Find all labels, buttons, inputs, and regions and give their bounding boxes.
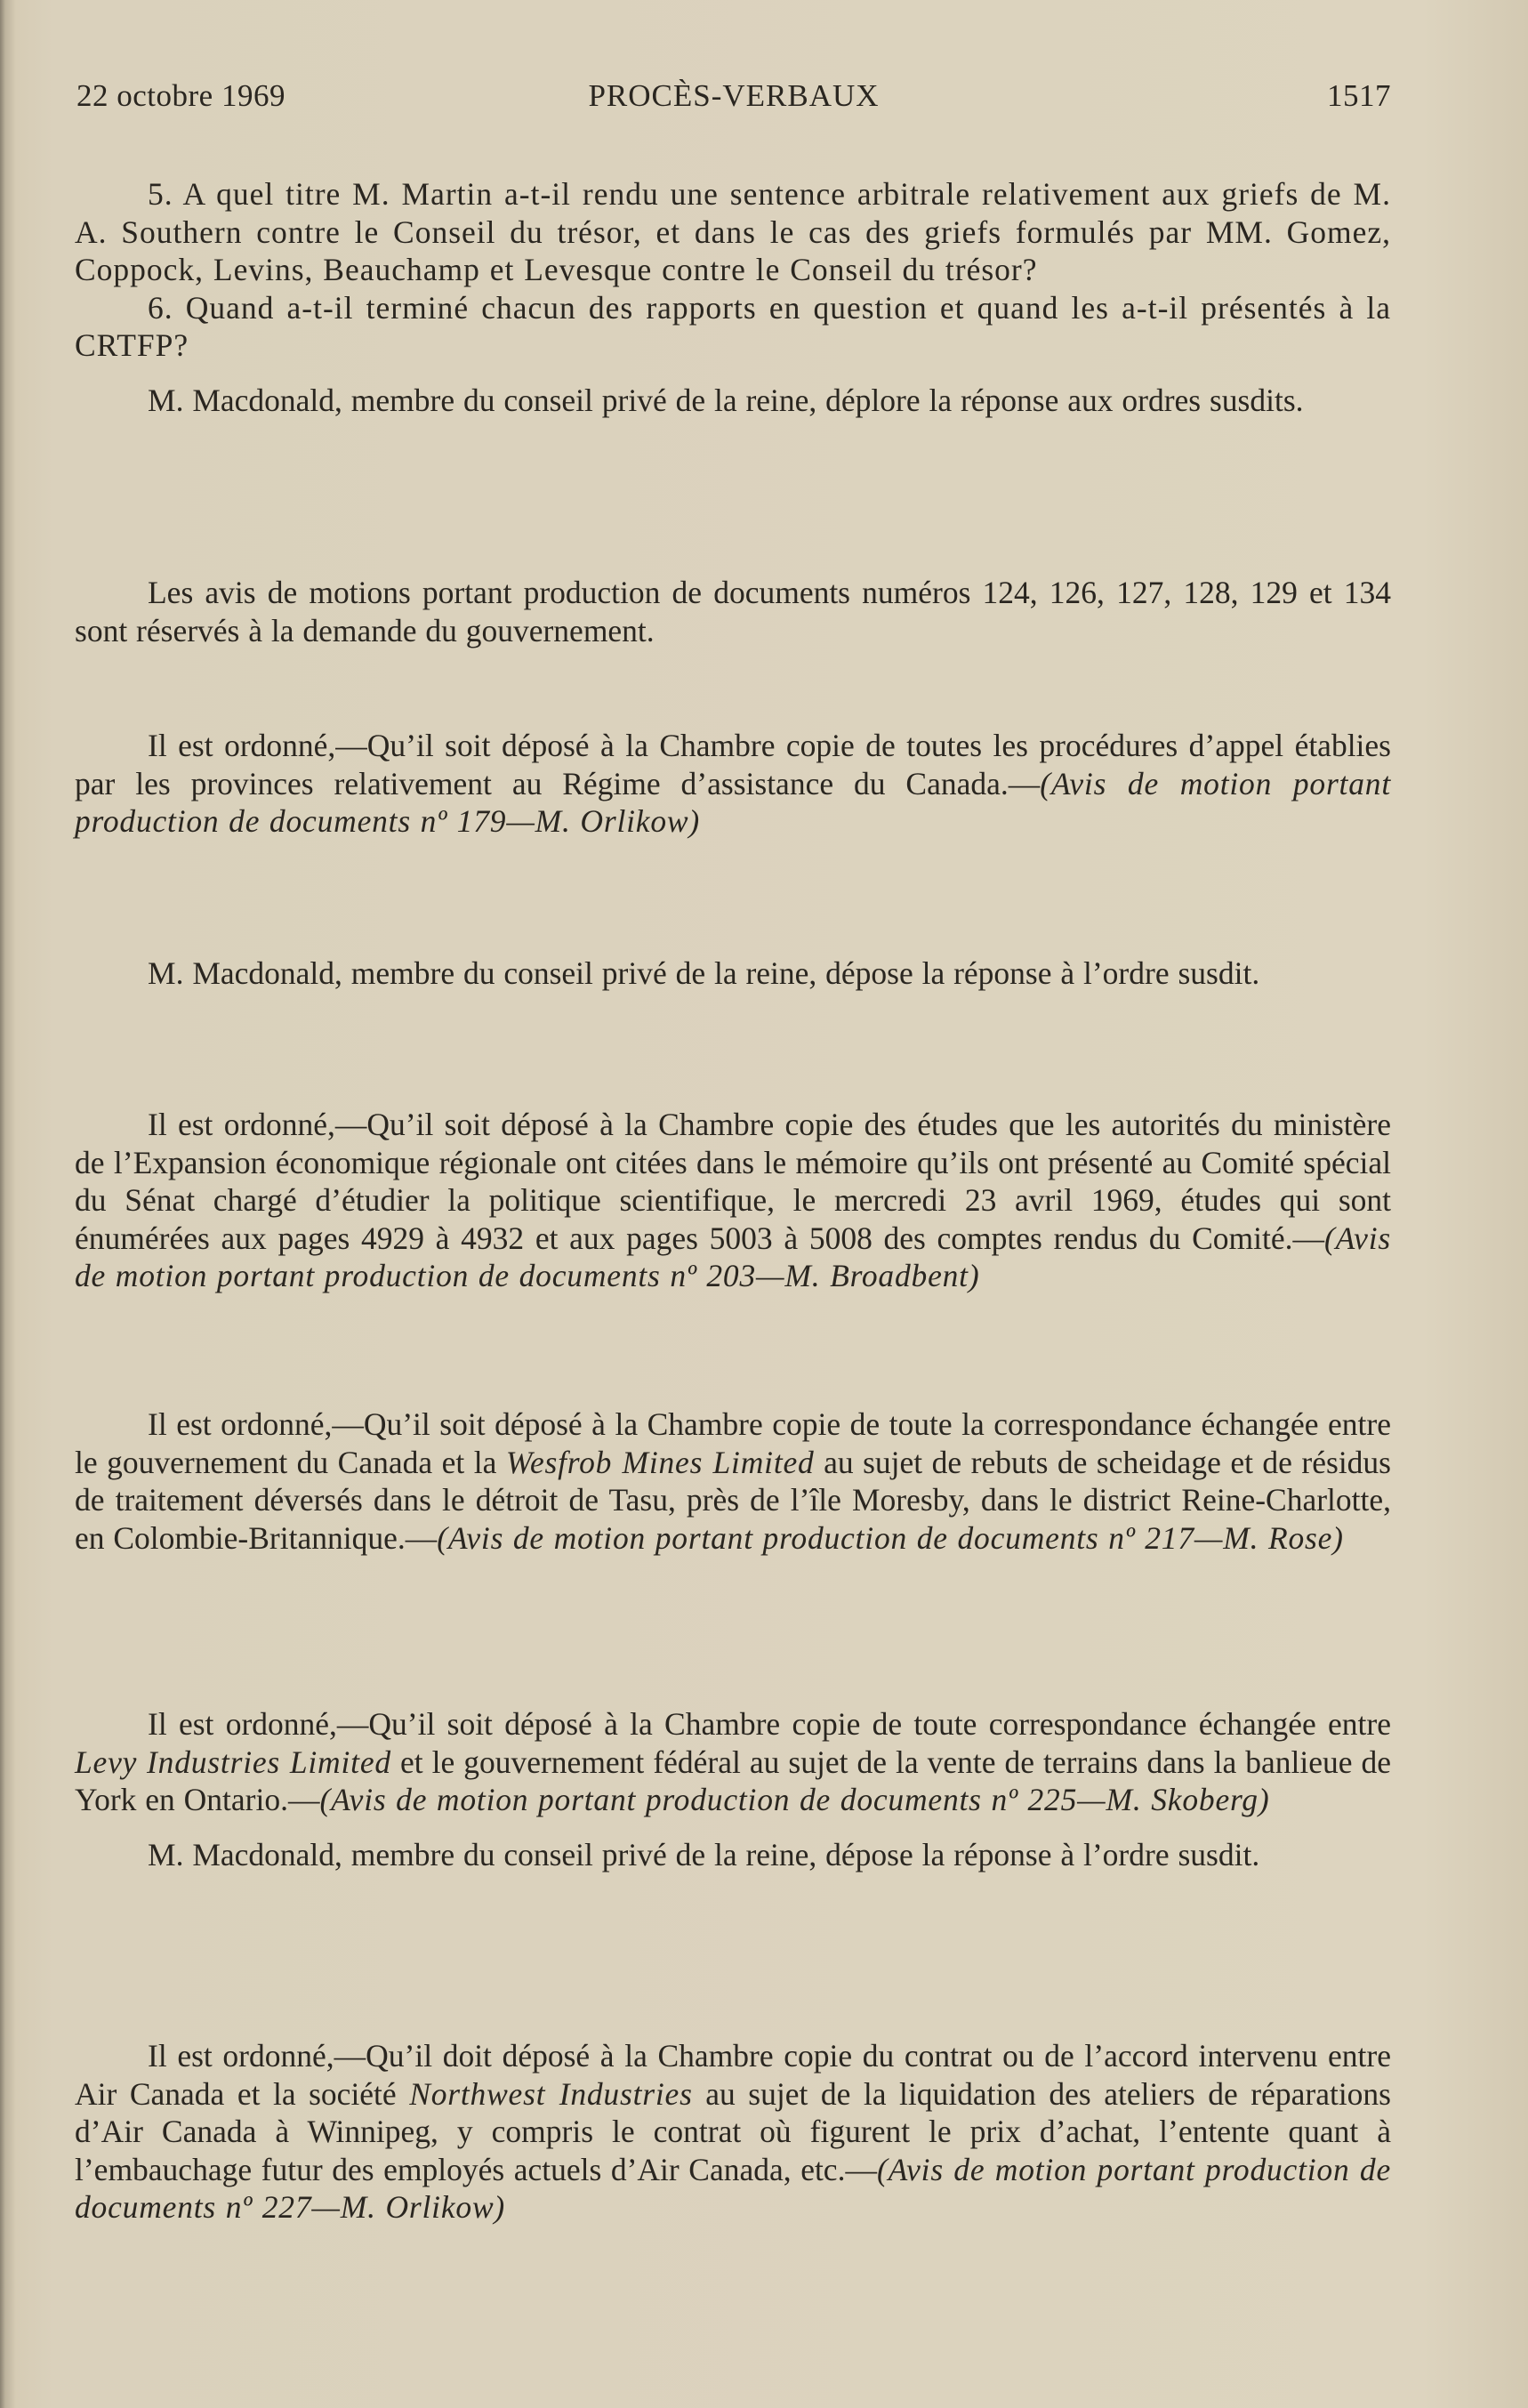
order-227-text-before: Il est ordonné,—Qu’il doit déposé à la Chambre copie du contrat ou de l’accord intervenu entre Air Canada et la société: [75, 2038, 1391, 2112]
page-header: [76, 78, 1391, 123]
reply-225: M. Macdonald, membre du conseil privé de la reine, dépose la réponse à l’ordre susdit.: [148, 1836, 1260, 1872]
reply-paragraph: M. Macdonald, membre du conseil privé de la reine, déplore la réponse aux ordres susdits.: [148, 382, 1304, 418]
reserved-notice: Les avis de motions portant production de documents numéros 124, 126, 127, 128, 129 et 134 sont réservés à la demande du gouvernement.: [75, 575, 1391, 648]
order-203-text: Il est ordonné,—Qu’il soit déposé à la Chambre copie des études que les autorités du ministère de l’Expansion économique régionale ont citées dans le mémoire qu’ils ont présenté au Comité spécial du Sénat chargé d’étudier la politique scientifique, le mercredi 23 avril 1969, études qui sont énumérées aux pages 4929 à 4932 et aux pages 5003 à 5008 des comptes rendus du Comité.—: [75, 1107, 1391, 1256]
order-227-block: [75, 2037, 1391, 2227]
reply-179: M. Macdonald, membre du conseil privé de la reine, dépose la réponse à l’ordre susdit.: [148, 955, 1260, 991]
order-217-text-after: au sujet de rebuts de scheidage et de résidus de traitement déversés dans le détroit de Tasu, près de l’île Moresby, dans le district Reine-Charlotte, en Colombie-Britannique.—: [75, 1444, 1391, 1556]
order-217-citation: (Avis de motion portant production de documents nº 217—M. Rose): [437, 1519, 1344, 1556]
order-225-citation: (Avis de motion portant production de documents nº 225—M. Skoberg): [319, 1782, 1270, 1817]
order-225-company: Levy Industries Limited: [75, 1744, 391, 1780]
order-203-block: [75, 1106, 1391, 1295]
order-203-citation: (Avis de motion portant production de documents nº 203—M. Broadbent): [75, 1220, 1391, 1293]
question-6: 6. Quand a-t-il terminé chacun des rapports en question et quand les a-t-il présentés à la CRTFP?: [75, 289, 1391, 363]
order-225: [75, 1705, 1391, 1819]
page-number: 1517: [1327, 78, 1391, 113]
order-217-block: [75, 1405, 1391, 1557]
order-179-block: [75, 727, 1391, 841]
order-217: [75, 1405, 1391, 1557]
order-203: [75, 1106, 1391, 1295]
order-217-company: Wesfrob Mines Limited: [505, 1444, 815, 1480]
reserved-notice-block: [75, 574, 1391, 649]
questions-block: [75, 175, 1391, 419]
order-227-citation: (Avis de motion portant production de documents nº 227—M. Orlikow): [75, 2151, 1392, 2225]
order-225-text-after: et le gouvernement fédéral au sujet de la vente de terrains dans la banlieue de York en Ontario.—: [75, 1744, 1392, 1817]
header-title: PROCÈS-VERBAUX: [588, 78, 880, 113]
reply-179-block: [75, 954, 1391, 993]
order-225-block: [75, 1705, 1391, 1873]
order-227: [75, 2037, 1391, 2227]
order-179: [75, 727, 1391, 841]
order-217-text-before: Il est ordonné,—Qu’il soit déposé à la Chambre copie de toute la correspondance échangée entre le gouvernement du Canada et la: [75, 1406, 1391, 1480]
order-227-company: Northwest Industries: [409, 2075, 693, 2112]
order-227-text-after: au sujet de la liquidation des ateliers de réparations d’Air Canada à Winnipeg, y compris le contrat où figurent le prix d’achat, l’entente quant à l’embauchage futur des employés actuels d’Air Canada, etc.—: [75, 2075, 1391, 2187]
order-179-text: Il est ordonné,—Qu’il soit déposé à la Chambre copie de toutes les procédures d’appel établies par les provinces relativement au Régime d’assistance du Canada.—: [75, 728, 1391, 801]
question-5: 5. A quel titre M. Martin a-t-il rendu une sentence arbitrale relativement aux griefs de M. A. Southern contre le Conseil du trésor, et dans le cas des griefs formulés par MM. Gomez, Coppock, Levins, Beauchamp et Levesque contre le Conseil du trésor?: [75, 176, 1391, 287]
header-date: 22 octobre 1969: [76, 78, 285, 113]
order-225-text-before: Il est ordonné,—Qu’il soit déposé à la Chambre copie de toute correspondance échangée entre: [148, 1706, 1391, 1742]
order-179-citation: (Avis de motion portant production de documents nº 179—M. Orlikow): [75, 765, 1391, 839]
